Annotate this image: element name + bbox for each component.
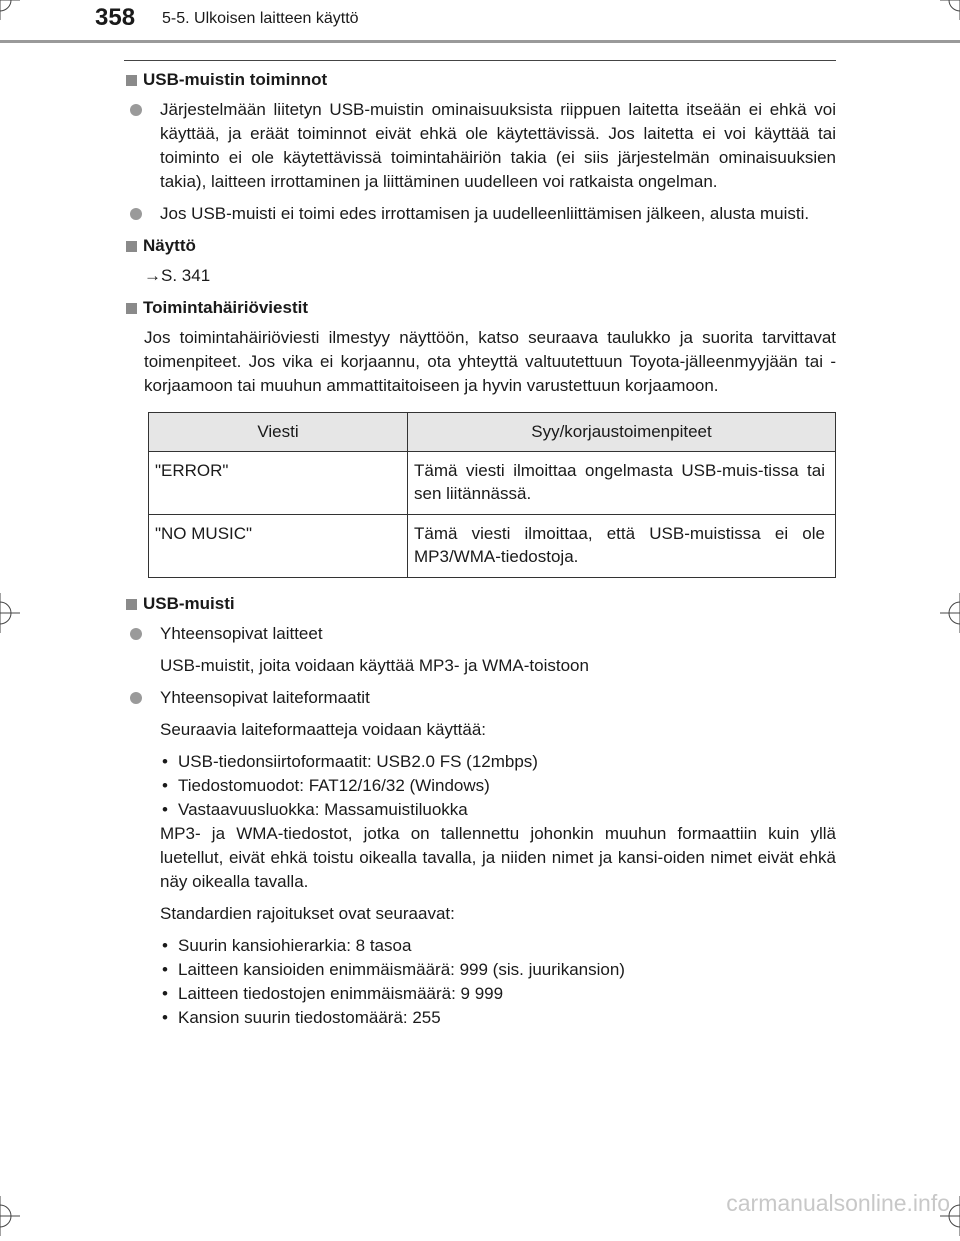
- heading-display: Näyttö: [124, 234, 836, 258]
- message-cell: "ERROR": [149, 452, 408, 515]
- column-header-cause: Syy/korjaustoimenpiteet: [408, 413, 836, 452]
- heading-error-messages: Toimintahäiriöviestit: [124, 296, 836, 320]
- square-bullet-icon: [126, 75, 137, 86]
- registration-mark-right-icon: [940, 593, 960, 633]
- column-header-message: Viesti: [149, 413, 408, 452]
- list-item: • Suurin kansiohierarkia: 8 tasoa: [160, 934, 836, 958]
- round-bullet-icon: [130, 628, 142, 640]
- limits-lead: Standardien rajoitukset ovat seuraavat:: [160, 904, 455, 923]
- message-cell: "NO MUSIC": [149, 515, 408, 578]
- table-row: [149, 452, 836, 515]
- square-bullet-icon: [126, 599, 137, 610]
- formats-lead: Seuraavia laiteformaatteja voidaan käyttää:: [160, 720, 487, 739]
- list-item: Järjestelmään liitetyn USB-muistin ominaisuuksista riippuen laitetta itseään ei ehkä voi käyttää, ja eräät toiminnot eivät ehkä ole käytettävissä. Jos laitetta ei voi käyttää tai toiminto ei ole käytettävissä toimintahäiriön takia (ei siis järjestelmän ominaisuuksien takia), laitteen irrottaminen ja liittäminen uudelleen voi ratkaista ongelman.: [124, 98, 836, 194]
- list-item: • Tiedostomuodot: FAT12/16/32 (Windows): [160, 774, 836, 798]
- list-item: • Vastaavuusluokka: Massamuistiluokka: [160, 798, 836, 822]
- cause-cell: Tämä viesti ilmoittaa, että USB-muistissa ei ole MP3/WMA-tiedostoja.: [408, 515, 836, 578]
- square-bullet-icon: [126, 241, 137, 252]
- formats-list: [124, 750, 836, 822]
- compatible-devices-text: USB-muistit, joita voidaan käyttää MP3- ja WMA-toistoon: [160, 656, 589, 675]
- page-content: [124, 68, 836, 1030]
- heading-usb-memory: USB-muisti: [124, 592, 836, 616]
- registration-mark-top-left-icon: [0, 0, 20, 20]
- page-reference-link[interactable]: →S. 341: [144, 266, 211, 285]
- registration-mark-left-icon: [0, 593, 20, 633]
- square-bullet-icon: [126, 303, 137, 314]
- page-number: 358: [95, 4, 136, 31]
- section-title: 5-5. Ulkoisen laitteen käyttö: [162, 10, 359, 27]
- error-messages-intro: Jos toimintahäiriöviesti ilmestyy näyttöön, katso seuraava taulukko ja suorita tarvittavat toimenpiteet. Jos vika ei korjaannu, ota yhteyttä valtuutettuun Toyota-jälleenmyyjään tai -korjaamoon tai muuhun ammattitaitoiseen ja hyvin varustettuun korjaamoon.: [144, 328, 836, 395]
- table-row: [149, 515, 836, 578]
- formats-note: MP3- ja WMA-tiedostot, jotka on tallennettu johonkin muuhun formaattiin kuin yllä luetellut, eivät ehkä toistu oikealla tavalla, ja niiden nimet ja kansi-oiden nimet eivät ehkä näy oikealla tavalla.: [160, 824, 836, 891]
- list-item: • Laitteen tiedostojen enimmäismäärä: 9 999: [160, 982, 836, 1006]
- round-bullet-icon: [130, 208, 142, 220]
- cause-cell: Tämä viesti ilmoittaa ongelmasta USB-muis-tissa tai sen liitännässä.: [408, 452, 836, 515]
- header-divider: [0, 40, 960, 43]
- list-item: • USB-tiedonsiirtoformaatit: USB2.0 FS (12mbps): [160, 750, 836, 774]
- watermark: carmanualsonline.info: [726, 1190, 950, 1216]
- list-item: Yhteensopivat laiteformaatit: [124, 686, 836, 710]
- error-message-table: [148, 412, 836, 578]
- list-item: Jos USB-muisti ei toimi edes irrottamisen ja uudelleenliittämisen jälkeen, alusta muisti.: [124, 202, 836, 226]
- round-bullet-icon: [130, 692, 142, 704]
- registration-mark-top-right-icon: [940, 0, 960, 20]
- limits-list: [124, 934, 836, 1030]
- table-header-row: [149, 413, 836, 452]
- registration-mark-bottom-left-icon: [0, 1196, 20, 1236]
- heading-usb-functions: USB-muistin toiminnot: [124, 68, 836, 92]
- list-item: Yhteensopivat laitteet: [124, 622, 836, 646]
- list-item: • Kansion suurin tiedostomäärä: 255: [160, 1006, 836, 1030]
- list-item: • Laitteen kansioiden enimmäismäärä: 999 (sis. juurikansion): [160, 958, 836, 982]
- round-bullet-icon: [130, 104, 142, 116]
- content-divider: [124, 60, 836, 61]
